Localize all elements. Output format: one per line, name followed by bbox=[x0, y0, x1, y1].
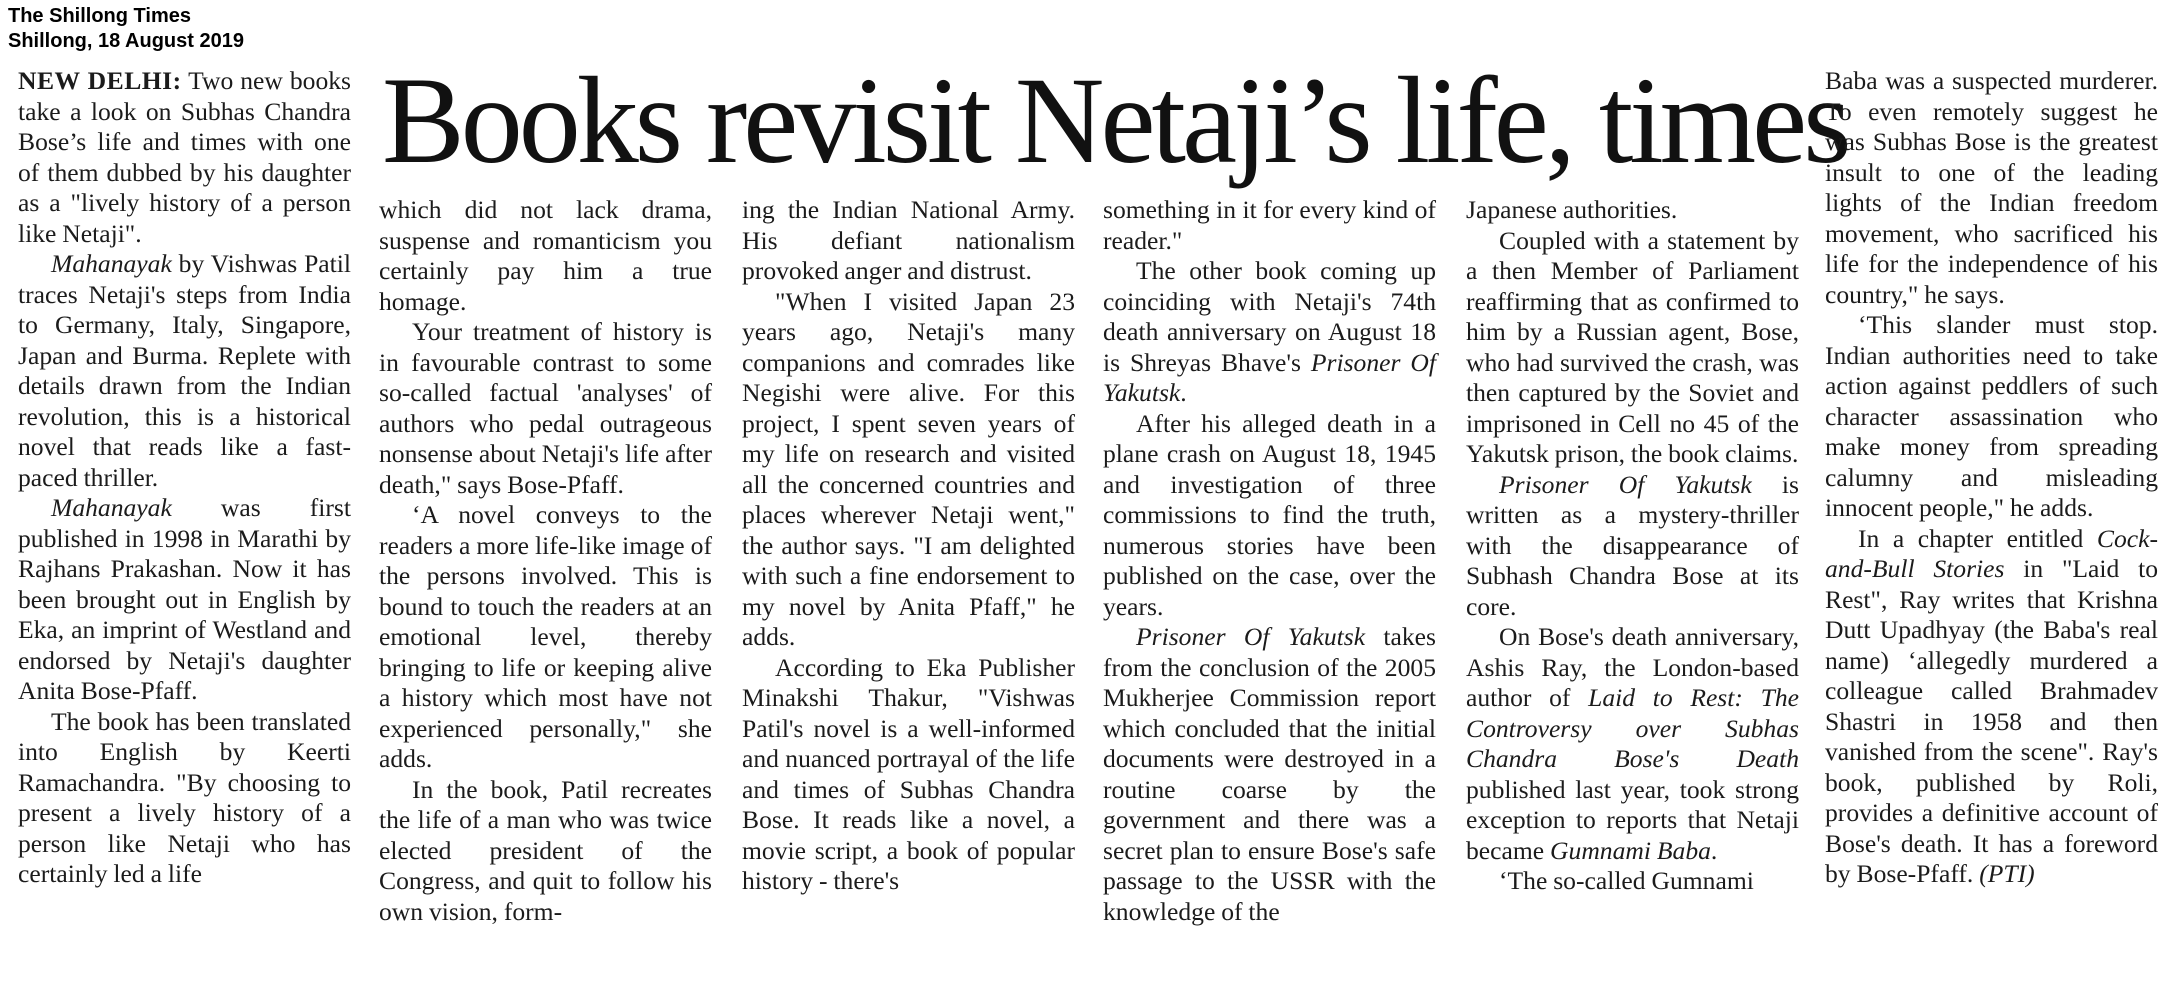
issue-dateline: Shillong, 18 August 2019 bbox=[8, 30, 244, 52]
paragraph: According to Eka Publisher Minakshi Thakur, "Vishwas Patil's novel is a well-informed and nuanced portrayal of the life and times of Subhas Chandra Bose. It reads like a novel, a movie script, a book of popular history - there's bbox=[742, 652, 1075, 895]
paragraph: ing the Indian National Army. His defiant nationalism provoked anger and distrust. bbox=[742, 195, 1075, 285]
paragraph-text: by Vishwas Patil traces Netaji's steps from India to Germany, Italy, Singapore, Japan and Burma. Replete with details drawn from the Indian revolution, this is a historical novel that reads like a fast-paced thriller. bbox=[18, 249, 351, 492]
paragraph bbox=[1103, 256, 1436, 409]
paragraph: Baba was a suspected murderer. To even remotely suggest he was Subhas Bose is the greatest insult to one of the leading lights of the Indian freedom movement, who sacrificed his life for the independence of his country," he says. bbox=[1825, 66, 2158, 309]
paragraph: something in it for every kind of reader." bbox=[1103, 195, 1436, 255]
newspaper-name: The Shillong Times bbox=[8, 5, 191, 27]
paragraph: ‘A novel conveys to the readers a more life-like image of the persons involved. This is bound to touch the readers at an emotional level, thereby bringing to life or keeping alive a history which most have not experienced personally," she adds. bbox=[379, 500, 712, 773]
paragraph: ‘This slander must stop. Indian authorities need to take action against peddlers of such character assassination who make money from spreading calumny and misleading innocent people," he adds. bbox=[1825, 310, 2158, 522]
paragraph bbox=[1825, 524, 2158, 890]
column-1 bbox=[18, 66, 351, 890]
paragraph-text: In a chapter entitled bbox=[1858, 523, 2097, 553]
column-5 bbox=[1466, 195, 1799, 897]
book-title: Prisoner Of Yakutsk bbox=[1136, 622, 1366, 651]
paragraph-text: published last year, took strong exception to reports that Netaji became bbox=[1466, 774, 1799, 865]
paragraph: which did not lack drama, suspense and romanticism you certainly pay him a true homage. bbox=[379, 195, 712, 316]
paragraph bbox=[1103, 622, 1436, 927]
headline: Books revisit Netaji’s life, times bbox=[382, 52, 1848, 189]
column-2 bbox=[379, 195, 712, 927]
paragraph bbox=[1466, 622, 1799, 866]
masthead bbox=[8, 4, 244, 54]
paragraph-text: takes from the conclusion of the 2005 Mukherjee Commission report which concluded that the initial documents were destroyed in a routine coarse by the government and there was a secret plan to ensure Bose's safe passage to the USSR with the knowledge of the bbox=[1103, 622, 1436, 926]
paragraph bbox=[1466, 470, 1799, 623]
paragraph: The book has been translated into English by Keerti Ramachandra. "By choosing to present a lively history of a person like Netaji who has certainly led a life bbox=[18, 706, 351, 888]
paragraph bbox=[18, 66, 351, 249]
paragraph-text: is written as a mystery-thriller with the disappearance of Subhash Chandra Bose at its core. bbox=[1466, 469, 1799, 621]
book-title: Mahanayak bbox=[51, 493, 172, 522]
paragraph: ‘The so-called Gumnami bbox=[1499, 866, 1754, 895]
paragraph-text: . bbox=[1180, 378, 1187, 407]
column-6 bbox=[1825, 66, 2158, 890]
news-agency-credit: (PTI) bbox=[1979, 859, 2035, 888]
book-title: Laid to Rest: The Controversy over Subhas Chandra Bose's Death bbox=[1466, 683, 1799, 773]
paragraph-text: was first published in 1998 in Marathi by Rajhans Prakashan. Now it has been brought out in English by Eka, an imprint of Westland and endorsed by Netaji's daughter Anita Bose-Pfaff. bbox=[18, 493, 351, 705]
paragraph: Coupled with a statement by a then Member of Parliament reaffirming that as confirmed to him by a Russian agent, Bose, who had survived the crash, was then captured by the Soviet and imprisoned in Cell no 45 of the Yakutsk prison, the book claims. bbox=[1466, 225, 1799, 468]
chapter-title: Cock-and-Bull Stories bbox=[1825, 523, 2158, 583]
paragraph-text: . bbox=[1710, 835, 1718, 865]
paragraph: Your treatment of history is in favourable contrast to some so-called factual 'analyses' of authors who pedal outrageous nonsense about Netaji's life after death," says Bose-Pfaff. bbox=[379, 317, 712, 499]
paragraph: Japanese authorities. bbox=[1466, 195, 1678, 224]
paragraph-text: in "Laid to Rest", Ray writes that Krishna Dutt Upadhyay (the Baba's real name) ‘allegedly murdered a colleague called Brahmadev Shastri in 1958 and then vanished from the scene". Ray's book, published by Roli, provides a definitive account of Bose's death. It has a foreword by Bose-Pfaff. bbox=[1825, 554, 2159, 888]
paragraph bbox=[18, 493, 351, 707]
paragraph: "When I visited Japan 23 years ago, Netaji's many companions and comrades like Negishi were alive. For this project, I spent seven years of my life on research and visited all the concerned countries and places wherever Netaji went," the author says. "I am delighted with such a fine endorsement to my novel by Anita Pfaff," he adds. bbox=[742, 286, 1075, 651]
paragraph-text: Two new books take a look on Subhas Chandra Bose’s life and times with one of them dubbed by his daughter as a "lively history of a person like Netaji". bbox=[18, 66, 351, 248]
dateline: NEW DELHI: bbox=[18, 66, 182, 95]
paragraph-text: The other book coming up coinciding with Netaji's 74th death anniversary on August 18 is Shreyas Bhave's bbox=[1103, 256, 1436, 377]
paragraph: In the book, Patil recreates the life of a man who was twice elected president of the Congress, and quit to follow his own vision, form- bbox=[379, 774, 712, 926]
column-4 bbox=[1103, 195, 1436, 927]
alias-name: Gumnami Baba bbox=[1550, 835, 1711, 865]
paragraph: After his alleged death in a plane crash on August 18, 1945 and investigation of three commissions to find the truth, numerous stories have been published on the case, over the years. bbox=[1103, 408, 1436, 621]
book-title: Mahanayak bbox=[51, 249, 172, 278]
column-3 bbox=[742, 195, 1075, 897]
book-title: Prisoner Of Yakutsk bbox=[1499, 469, 1752, 499]
paragraph-text: On Bose's death anniversary, Ashis Ray, the London-based author of bbox=[1466, 622, 1799, 712]
paragraph bbox=[18, 249, 351, 493]
book-title: Prisoner Of Yakutsk bbox=[1103, 347, 1436, 407]
